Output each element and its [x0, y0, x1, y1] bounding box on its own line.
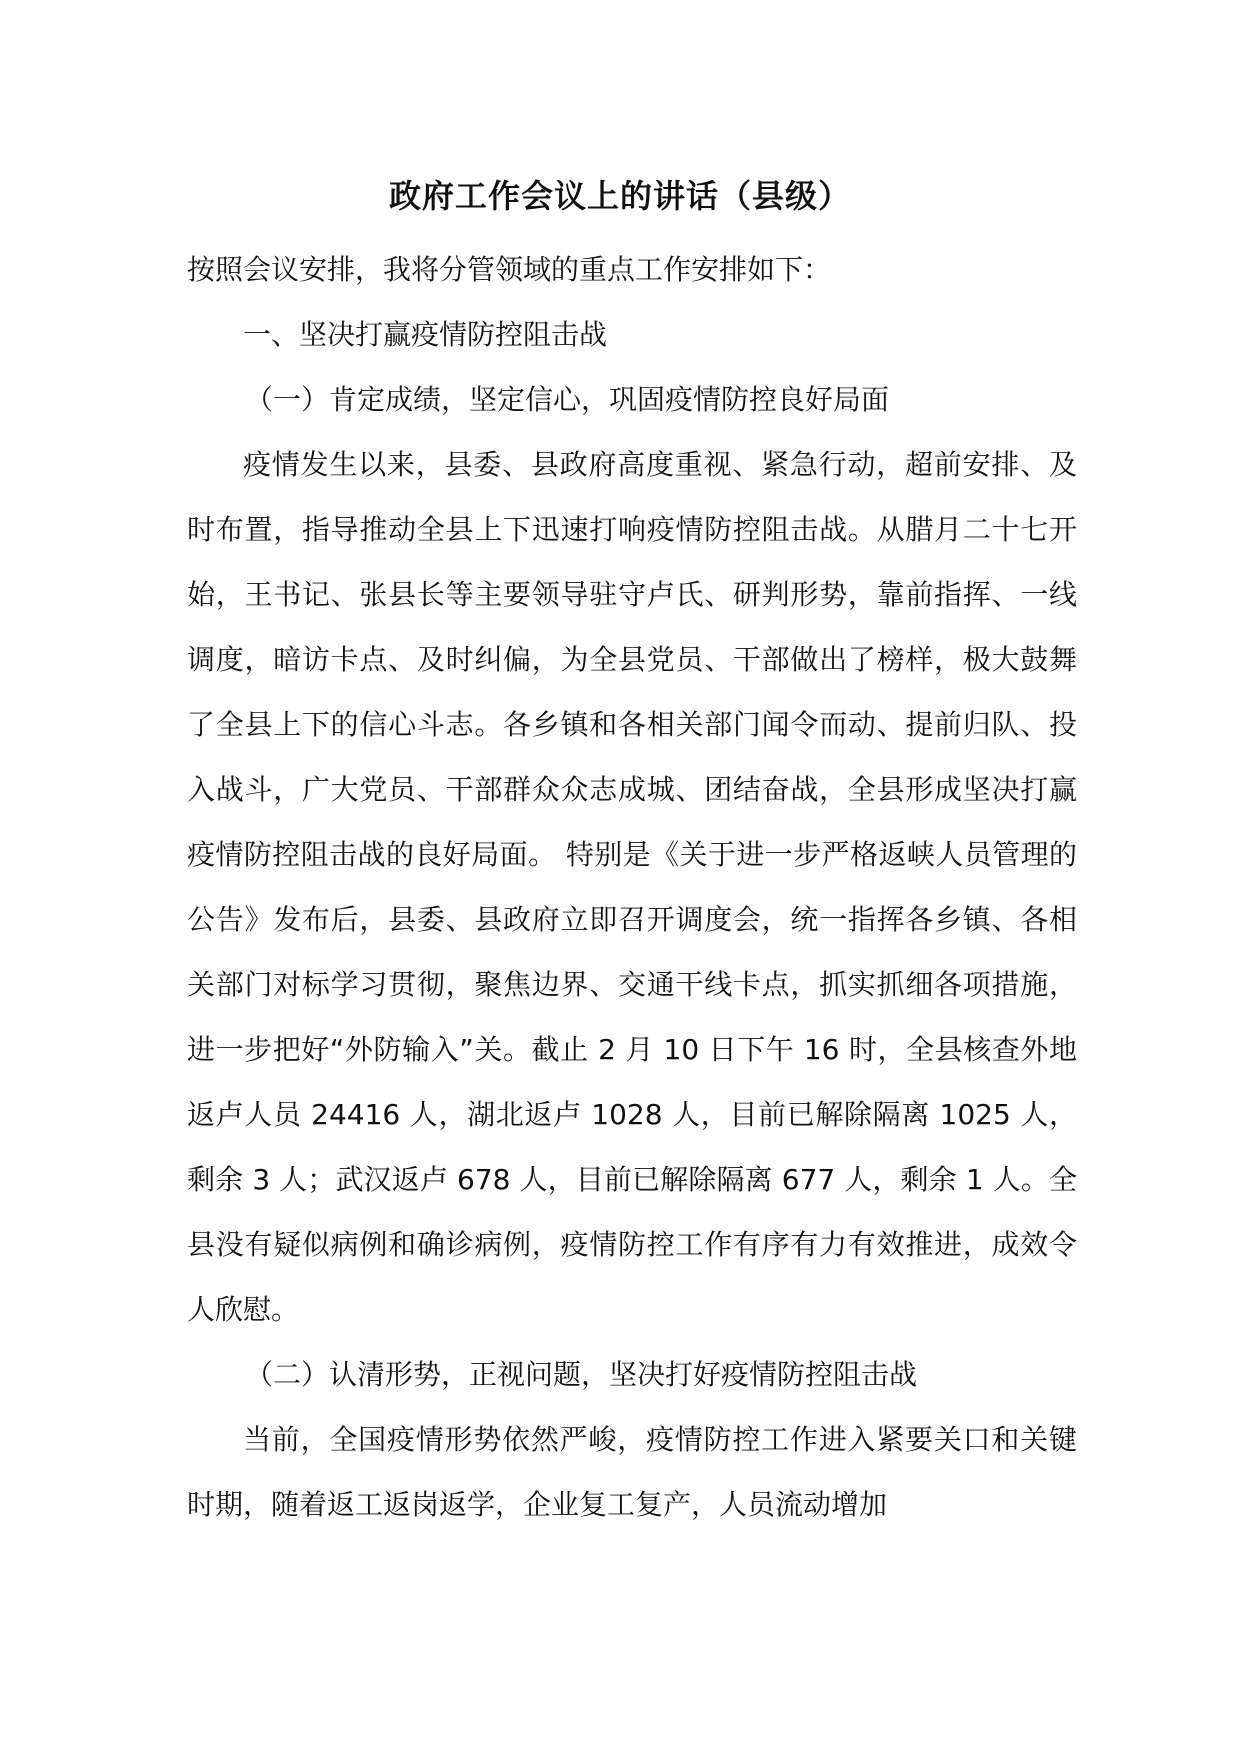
document-title: 政府工作会议上的讲话（县级）: [388, 177, 851, 215]
subsection-heading-1: （一）肯定成绩，坚定信心，巩固疫情防控良好局面: [245, 383, 890, 416]
intro-paragraph: 按照会议安排，我将分管领域的重点工作安排如下：: [187, 253, 832, 286]
document-body: [187, 237, 1077, 1537]
body-paragraph-1: 疫情发生以来，县委、县政府高度重视、紧急行动，超前安排、及时布置，指导推动全县上下迅速打响疫情防控阻击战。从腊月二十七开始，王书记、张县长等主要领导驻守卢氏、研判形势，靠前指挥、一线调度，暗访卡点、及时纠偏，为全县党员、干部做出了榜样，极大鼓舞了全县上下的信心斗志。各乡镇和各相关部门闻令而动、提前归队、投入战斗，广大党员、干部群众众志成城、团结奋战，全县形成坚决打赢疫情防控阻击战的良好局面。 特别是《关于进一步严格返峡人员管理的公告》发布后，县委、县政府立即召开调度会，统一指挥各乡镇、各相关部门对标学习贯彻，聚焦边界、交通干线卡点，抓实抓细各项措施，进一步把好“外防输入”关。截止 2 月 10 日下午 16 时，全县核查外地返卢人员 24416 人，湖北返卢 1028 人，目前已解除隔离 1025 人，剩余 3 人；武汉返卢 678 人，目前已解除隔离 677 人，剩余 1 人。全县没有疑似病例和确诊病例，疫情防控工作有序有力有效推进，成效令人欣慰。: [187, 448, 1077, 1326]
body-paragraph-2: 当前，全国疫情形势依然严峻，疫情防控工作进入紧要关口和关键时期，随着返工返岗返学，企业复工复产，人员流动增加: [187, 1423, 1077, 1521]
section-heading-1: 一、坚决打赢疫情防控阻击战: [243, 318, 608, 351]
subsection-heading-2: （二）认清形势，正视问题，坚决打好疫情防控阻击战: [245, 1358, 918, 1391]
